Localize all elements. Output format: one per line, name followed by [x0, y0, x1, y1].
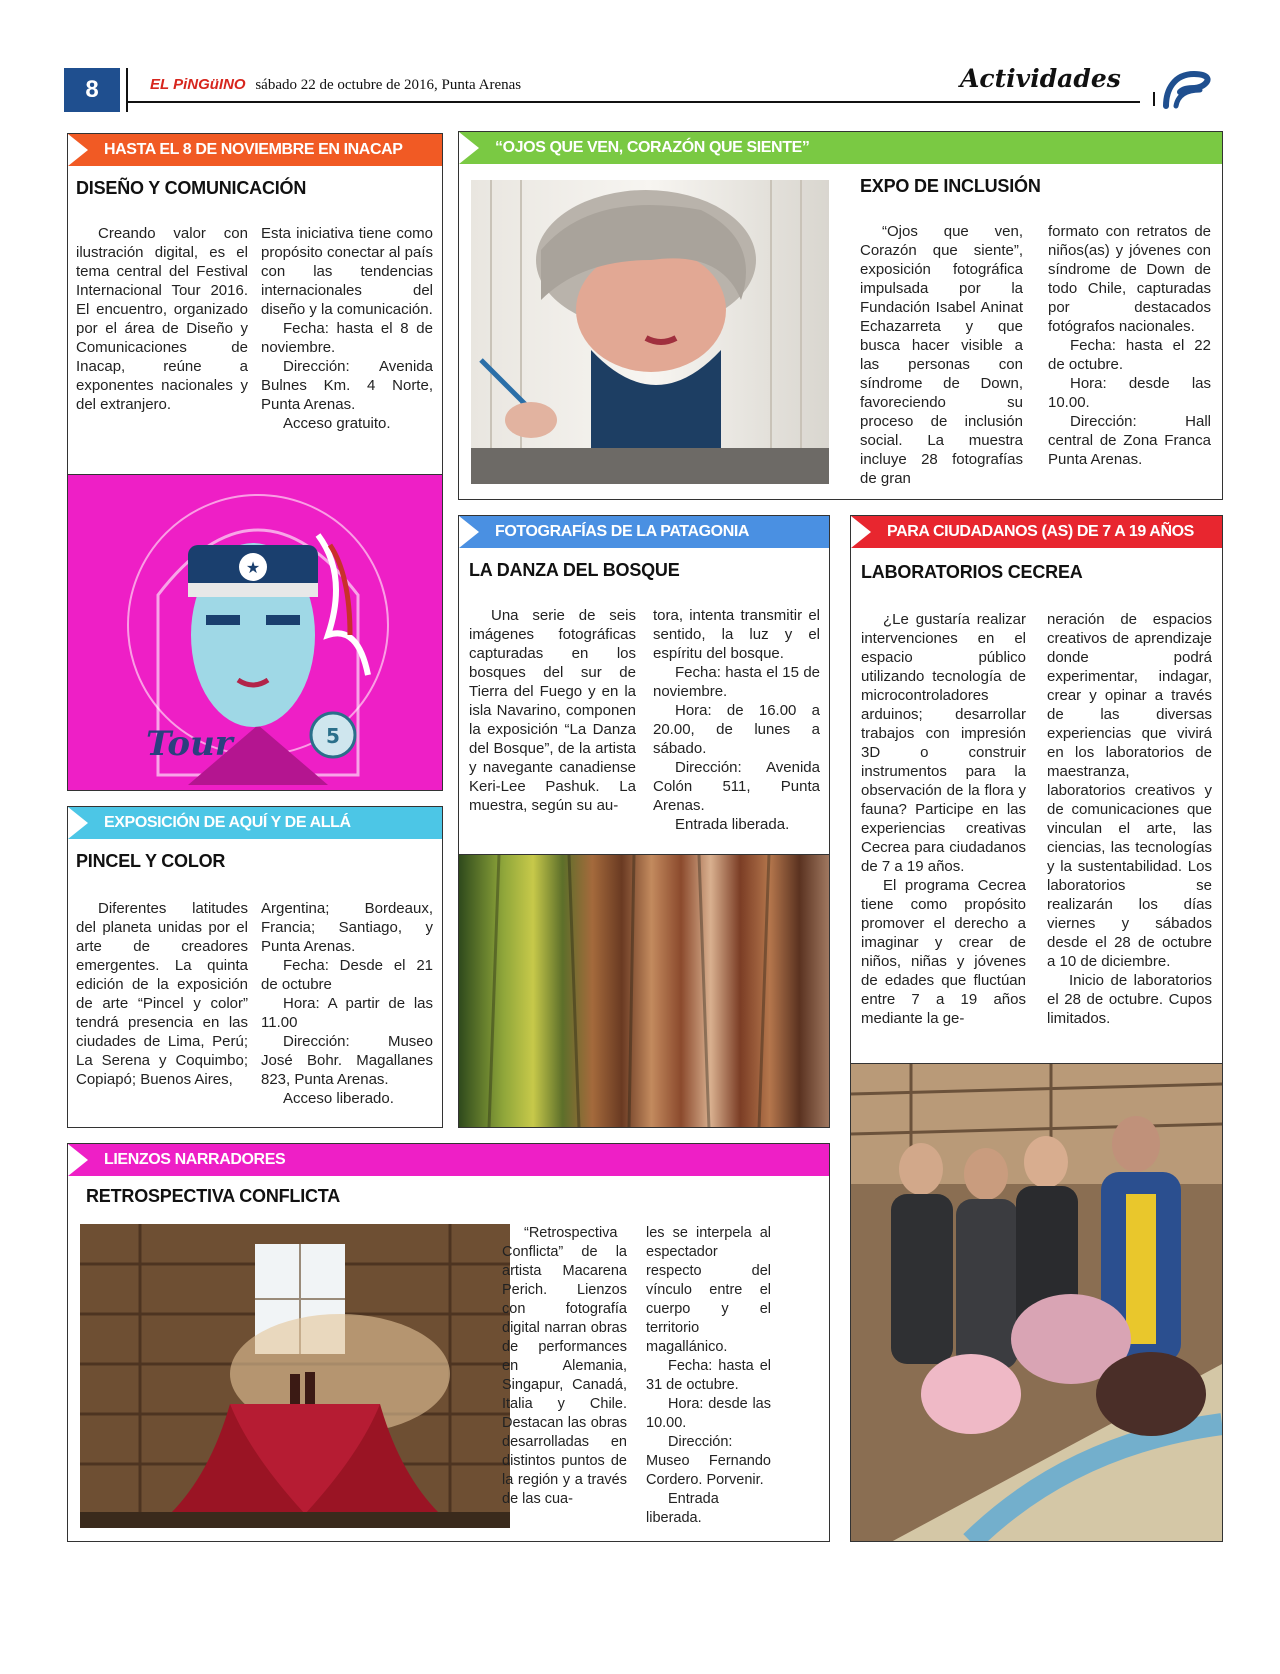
newspaper-logo: EL PiNGüINO	[150, 76, 246, 93]
banner-text: “OJOS QUE VEN, CORAZÓN QUE SIENTE”	[495, 139, 810, 156]
svg-text:★: ★	[245, 558, 261, 577]
banner-danza	[459, 516, 829, 548]
banner-arrow-icon	[851, 516, 871, 548]
article-pincel	[67, 806, 443, 1128]
banner-arrow-icon	[68, 134, 88, 166]
ojos-col1: “Ojos que ven, Corazón que siente”, exposición fotográfica impulsada por la Fundación Isabel Aninat Echazarreta y que busca hacer visible a las personas con síndrome de Down, favoreciendo su proceso de inclusión social. La muestra incluye 28 fotografías de gran	[860, 223, 1023, 487]
headline-cecrea: LABORATORIOS CECREA	[861, 562, 1083, 582]
headline-pincel: PINCEL Y COLOR	[76, 851, 226, 871]
banner-lienzos	[68, 1144, 829, 1176]
cecrea-col1: ¿Le gustaría realizar intervenciones en el espacio público utilizando tecnología de microcontroladores arduinos; desarrollar trabajos con impresión 3D o construir instrumentos para la observación de la flora y fauna? Participe en las experiencias creativas Cecrea para ciudadanos de 7 a 19 años. El programa Cecrea tiene como propósito promover el derecho a imaginar y crear de niños, niñas y jóvenes de edades que fluctúan entre 7 a 19 años mediante la ge-	[861, 611, 1026, 1027]
banner-arrow-icon	[68, 807, 88, 839]
section-title: Actividades	[960, 64, 1121, 93]
banner-pincel	[68, 807, 442, 839]
newspaper-brand-icon	[1152, 66, 1218, 110]
banner-cecrea	[851, 516, 1222, 548]
danza-col2: tora, intenta transmitir el sentido, la luz y el espíritu del bosque. Fecha: hasta el 15 de noviembre. Hora: de 16.00 a 20.00, de lunes a sábado. Dirección: Avenida Colón 511, Punta Arenas. Entrada liberada.	[653, 607, 820, 833]
header-rule	[126, 101, 1140, 103]
headline-ojos: EXPO DE INCLUSIÓN	[860, 176, 1041, 196]
date-line: sábado 22 de octubre de 2016, Punta Arenas	[255, 77, 522, 93]
banner-ojos	[459, 132, 1222, 164]
cecrea-col2: neración de espacios creativos de aprendizaje donde podrá experimentar, indagar, crear y opinar a través de las diversas experiencias que vivirá en los laboratorios de maestranza, laboratorios creativos y de comunicaciones que vinculan el arte, las ciencias, las tecnologías y la sustentabilidad. Los laboratorios se realizarán los días viernes y sábados desde el 28 de octubre a 10 de diciembre. Inicio de laboratorios el 28 de octubre. Cupos limitados.	[1047, 611, 1212, 1027]
banner-text: FOTOGRAFÍAS DE LA PATAGONIA	[495, 523, 750, 540]
article-lienzos	[67, 1143, 830, 1542]
photo-red-table-installation	[80, 1224, 510, 1528]
lienzos-col1: “Retrospectiva Conflicta” de la artista Macarena Perich. Lienzos con fotografía digital narran obras de performances en Alemania, Singapur, Canadá, Italia y Chile. Destacan las obras desarrolladas en distintos puntos de la región y a través de las cua-	[502, 1225, 627, 1507]
photo-tour-illustration	[68, 474, 442, 791]
banner-text: LIENZOS NARRADORES	[104, 1151, 286, 1168]
headline-danza: LA DANZA DEL BOSQUE	[469, 560, 680, 580]
photo-woman-painting	[471, 180, 829, 484]
banner-arrow-icon	[68, 1144, 88, 1176]
masthead	[150, 76, 521, 94]
svg-text:5: 5	[326, 724, 340, 748]
diseno-col2: Esta iniciativa tiene como propósito conectar al país con las tendencias internacionales del diseño y la comunicación. Fecha: hasta el 8 de noviembre. Dirección: Avenida Bulnes Km. 4 Norte, Punta Arenas. Acceso gratuito.	[261, 225, 433, 432]
banner-text: PARA CIUDADANOS (AS) DE 7 A 19 AÑOS	[887, 523, 1194, 540]
poster-signature: Tour	[146, 724, 233, 764]
diseno-col1: Creando valor con ilustración digital, es el tema central del Festival Internacional Tour 2016. El encuentro, organizado por el área de Diseño y Comunicaciones de Inacap, reúne a exponentes nacionales y del extranjero.	[76, 225, 248, 413]
pincel-col2: Argentina; Bordeaux, Francia; Santiago, y Punta Arenas. Fecha: Desde el 21 de octubre Hora: A partir de las 11.00 Dirección: Museo José Bohr. Magallanes 823, Punta Arenas. Acceso liberado.	[261, 900, 433, 1107]
tour-poster-art	[68, 475, 442, 791]
danza-col1: Una serie de seis imágenes fotográficas capturadas en los bosques del sur de Tierra del Fuego y en la isla Navarino, componen la exposición “La Danza del Bosque”, de la artista y navegante canadiense Keri-Lee Pashuk. La muestra, según su au-	[469, 607, 636, 814]
headline-lienzos: RETROSPECTIVA CONFLICTA	[86, 1186, 341, 1206]
article-cecrea	[850, 515, 1223, 1542]
ojos-col2: formato con retratos de niños(as) y jóvenes con síndrome de Down de todo Chile, capturadas por destacados fotógrafos nacionales. Fecha: hasta el 22 de octubre. Hora: desde las 10.00. Dirección: Hall central de Zona Franca Punta Arenas.	[1048, 223, 1211, 468]
photo-cecrea-group	[851, 1063, 1222, 1542]
headline-diseno: DISEÑO Y COMUNICACIÓN	[76, 178, 307, 198]
article-danza	[458, 515, 830, 1128]
banner-diseno	[68, 134, 442, 166]
article-diseno	[67, 133, 443, 791]
lienzos-col2: les se interpela al espectador respecto del vínculo entre el cuerpo y el territorio magallánico. Fecha: hasta el 31 de octubre. Hora: desde las 10.00. Dirección: Museo Fernando Cordero. Porvenir. Entrada liberada.	[646, 1225, 771, 1526]
article-ojos	[458, 131, 1223, 500]
pincel-col1: Diferentes latitudes del planeta unidas por el arte de creadores emergentes. La quinta edición de la exposición de arte “Pincel y color” tendrá presencia en las ciudades de Lima, Perú; La Serena y Coquimbo; Copiapó; Buenos Aires,	[76, 900, 248, 1088]
banner-text: HASTA EL 8 DE NOVIEMBRE EN INACAP	[104, 141, 403, 158]
header-divider-vertical	[126, 68, 128, 112]
photo-forest-blur	[459, 854, 829, 1128]
page-number: 8	[64, 68, 120, 112]
banner-text: EXPOSICIÓN DE AQUÍ Y DE ALLÁ	[104, 814, 351, 831]
banner-arrow-icon	[459, 132, 479, 164]
banner-arrow-icon	[459, 516, 479, 548]
